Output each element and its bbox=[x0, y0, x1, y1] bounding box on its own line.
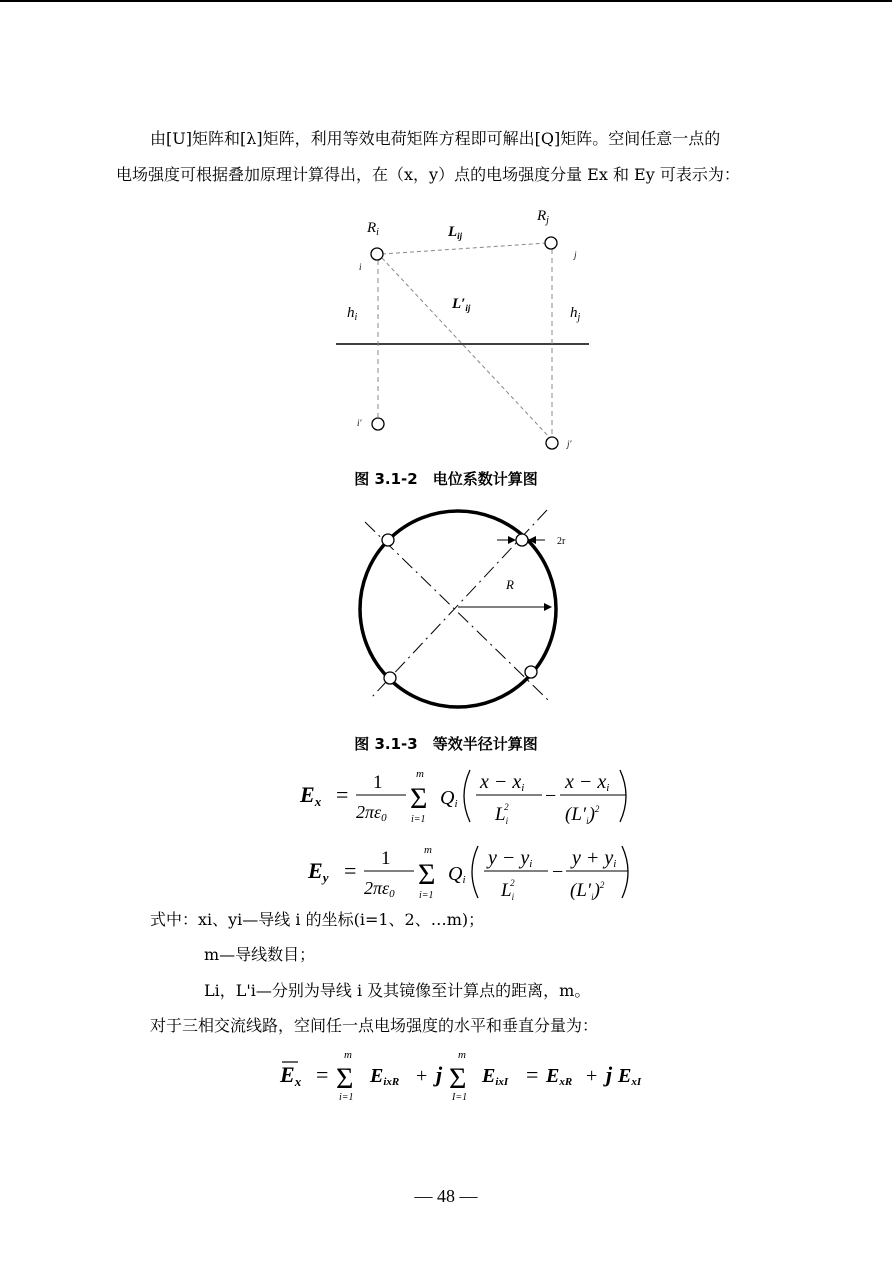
svg-text:Ey: Ey bbox=[308, 858, 329, 885]
svg-text:m: m bbox=[344, 1049, 352, 1061]
equation-ey bbox=[298, 838, 638, 906]
svg-text:Qi: Qi bbox=[448, 863, 466, 886]
svg-text:j: j bbox=[436, 1062, 443, 1087]
sub-conductor-1 bbox=[382, 534, 394, 546]
potential-coefficient-figure bbox=[0, 0, 892, 490]
svg-text:m: m bbox=[424, 844, 432, 856]
conductor-j bbox=[545, 237, 557, 249]
label-hi: $h_i$ bbox=[347, 305, 358, 323]
svg-text:(L′i)2: $(L'_i)^2$ bbox=[570, 880, 605, 902]
sub-conductor-3 bbox=[384, 672, 396, 684]
svg-text:EixR: EixR bbox=[370, 1065, 400, 1088]
svg-text:(L′i)2: $(L'_i)^2$ bbox=[565, 804, 600, 826]
svg-text:Li2: $L_i2$ bbox=[501, 878, 515, 902]
label-Rj: $R_j$ bbox=[537, 208, 549, 226]
svg-text:Qi: Qi bbox=[440, 787, 458, 810]
svg-text:=: = bbox=[336, 782, 349, 807]
svg-text:ExI: ExI bbox=[618, 1065, 642, 1088]
label-i: i bbox=[359, 262, 362, 272]
svg-text:Li2: $L_i2$ bbox=[495, 802, 509, 826]
figure-caption-3-1-2: 图 3.1-2 电位系数计算图 bbox=[354, 470, 538, 488]
sub-conductor-4 bbox=[525, 666, 537, 678]
paragraph-line-1: 由[U]矩阵和[λ]矩阵，利用等效电荷矩阵方程即可解出[Q]矩阵。空间任意一点的 bbox=[150, 129, 721, 148]
svg-text:=: = bbox=[344, 858, 357, 883]
svg-text:x − xi: x − xi bbox=[480, 771, 525, 794]
sub-conductor-2 bbox=[516, 534, 528, 546]
paragraph-line-2: 电场强度可根据叠加原理计算得出，在（x，y）点的电场强度分量 Ex 和 Ey 可表示为： bbox=[116, 165, 740, 184]
svg-text:i=1: i=1 bbox=[339, 1092, 354, 1103]
svg-text:Ex: Ex bbox=[300, 782, 322, 809]
svg-text:ExR: ExR bbox=[546, 1065, 573, 1088]
svg-text:y − yi: y − yi bbox=[488, 847, 533, 870]
svg-text:Σ: Σ bbox=[449, 1062, 467, 1095]
svg-text:x − xi: x − xi bbox=[565, 771, 610, 794]
lpij-line bbox=[382, 258, 550, 438]
label-ip: i′ bbox=[357, 418, 362, 428]
three-phase-line: 对于三相交流线路，空间任一点电场强度的水平和垂直分量为： bbox=[150, 1016, 599, 1035]
label-R: R bbox=[506, 577, 514, 592]
svg-text:I=1: I=1 bbox=[452, 1092, 468, 1103]
image-j bbox=[546, 437, 558, 449]
svg-text:+: + bbox=[586, 1065, 598, 1087]
m-definition-line: m—导线数目； bbox=[204, 945, 316, 964]
svg-text:2πε0: 2πε0 bbox=[356, 802, 387, 824]
conductor-i bbox=[371, 248, 383, 260]
lij-line bbox=[382, 243, 547, 254]
svg-text:2πε0: 2πε0 bbox=[364, 878, 395, 900]
image-i bbox=[372, 418, 384, 430]
svg-text:+: + bbox=[416, 1065, 428, 1087]
page-number: — 48 — bbox=[414, 1186, 478, 1206]
svg-text:i=1: i=1 bbox=[419, 890, 434, 901]
label-Ri: $R_i$ bbox=[367, 220, 379, 238]
svg-text:1: 1 bbox=[373, 772, 383, 793]
svg-text:=: = bbox=[526, 1062, 539, 1087]
label-hj: $h_j$ bbox=[570, 305, 581, 323]
svg-text:m: m bbox=[458, 1049, 466, 1061]
svg-text:Σ: Σ bbox=[418, 858, 436, 891]
svg-text:−: − bbox=[552, 861, 564, 883]
label-j: j bbox=[574, 250, 577, 260]
svg-text:Σ: Σ bbox=[336, 1062, 354, 1095]
equation-ex-complex bbox=[272, 1046, 672, 1106]
svg-text:−: − bbox=[545, 785, 557, 807]
svg-text:Ex: Ex bbox=[280, 1062, 302, 1089]
where-line: 式中：xi、yi—导线 i 的坐标(i=1、2、…m)； bbox=[150, 910, 485, 929]
svg-text:Σ: Σ bbox=[410, 782, 428, 815]
label-jp: j′ bbox=[567, 439, 572, 449]
figure-caption-3-1-3: 图 3.1-3 等效半径计算图 bbox=[354, 735, 538, 753]
svg-text:1: 1 bbox=[381, 848, 391, 869]
equivalent-radius-figure bbox=[0, 500, 892, 715]
equation-ex bbox=[290, 762, 650, 830]
svg-text:j: j bbox=[606, 1062, 613, 1087]
label-2r: 2r bbox=[557, 536, 566, 547]
label-Lij: $L_{ij}$ bbox=[448, 224, 463, 241]
svg-text:i=1: i=1 bbox=[411, 814, 426, 825]
svg-text:m: m bbox=[416, 768, 424, 780]
label-Lpij: $L'_{ij}$ bbox=[452, 296, 471, 313]
l-definition-line: Li，L'i—分别为导线 i 及其镜像至计算点的距离，m。 bbox=[204, 981, 591, 1000]
svg-text:=: = bbox=[316, 1062, 329, 1087]
svg-text:EixI: EixI bbox=[482, 1065, 509, 1088]
svg-text:y + yi: y + yi bbox=[572, 847, 617, 870]
